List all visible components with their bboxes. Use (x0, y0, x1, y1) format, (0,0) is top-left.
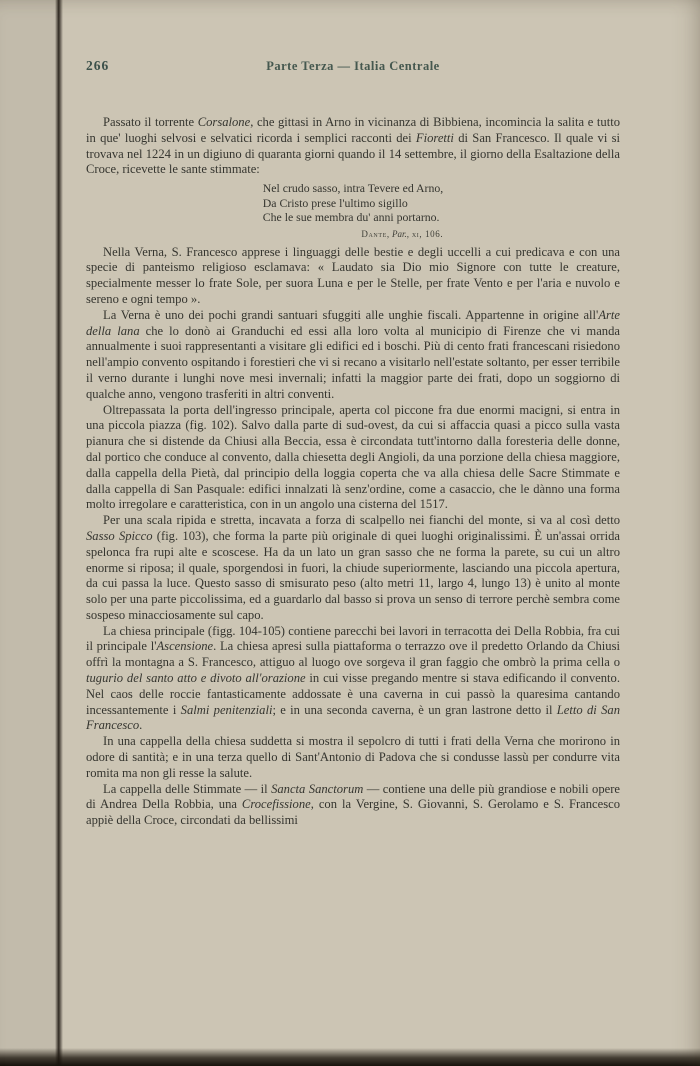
paragraph: La Verna è uno dei pochi grandi santuari sfuggiti alle unghie fiscali. Appartenne in origine all'Arte della lana che lo donò ai Granduchi ed essi alla loro volta al municipio di Firenze che vi manda annualmente i suoi rappresentanti a visitare gli edifici ed i boschi. Più di cento frati francescani risiedono nell'ampio convento ospitando i forestieri che vi si recano a visitarlo nell'estate soltanto, per esser terribile il verno durante i lunghi nove mesi invernali; infatti la maggior parte dei frati, dopo un soggiorno di qualche anno, vengono trasferiti in altri conventi. (86, 307, 621, 401)
page-header (86, 58, 620, 75)
body-text (86, 115, 620, 829)
paragraph: Oltrepassata la porta dell'ingresso principale, aperta col piccone fra due enormi macigni, si entra in una piccola piazza (fig. 102). Salvo dalla parte di sud-ovest, da cui si affaccia quasi a picco sulla vasta pianura che si distende da Chiusi alla Beccia, essa è circondata tutt'intorno dalla foresteria delle donne, dal portico che conduce al convento, dalla chiesetta degli Angioli, da una porzione della chiesa maggiore, dalla cappella della Pietà, dal principio della loggia coperta che va alla chiesa delle Sacre Stimmate e dalla cappella di San Pasquale: edifici innalzati là senz'ordine, come a casaccio, che le dànno una forma molto irregolare e caratteristica, con in un angolo una cisterna del 1517. (86, 402, 620, 512)
paragraph: La chiesa principale (figg. 104-105) contiene parecchi bei lavori in terracotta dei Della Robbia, fra cui il principale l'Ascensione. La chiesa apresi sulla piattaforma o terrazzo ove il predetto Orlando da Chiusi offrì la montagna a S. Francesco, attiguo al luogo ove sorgeva il gran faggio che ombrò la prima cella o tugurio del santo atto e divoto all'orazione in cui visse pregando mentre si stava edificando il convento. Nel caos delle roccie fantasticamente addossate è una caverna in cui passò la quaresima cantando incessantemente i Salmi penitenziali; e in una seconda caverna, è un gran lastrone detto il Letto di San Francesco. (86, 623, 621, 733)
verse-line: Da Cristo prese l'ultimo sigillo (262, 195, 408, 210)
paragraph: La cappella delle Stimmate — il Sancta Sanctorum — contiene una delle più grandiose e nobili opere di Andrea Della Robbia, una Crocefissione, con la Vergine, S. Giovanni, S. Gerolamo e S. Francesco appiè della Croce, circondati da bellissimi (86, 781, 620, 828)
verse-line: Nel crudo sasso, intra Tevere ed Arno, (262, 181, 444, 196)
verse-line: Che le sue membra du' anni portarno. (262, 210, 440, 225)
attribution-author: Dante, (361, 228, 390, 239)
scanned-page (86, 0, 620, 829)
page-number: 266 (86, 58, 110, 73)
paragraph: Nella Verna, S. Francesco apprese i linguaggi delle bestie e degli uccelli a cui predicava e con una specie di panteismo religioso esclamava: « Laudato sia Dio mio Signore con tutte le creature, specialmente messer lo frate Sole, per suora Luna e per le Stelle, per frate Vento e per l'aria e nuvolo e sereno e ogni tempo ». (86, 244, 620, 306)
attribution-work: Par., (389, 228, 409, 239)
verse-attribution (263, 227, 443, 242)
verse-quote (263, 181, 443, 241)
page-bottom-edge (0, 1048, 700, 1066)
paragraph: In una cappella della chiesa suddetta si mostra il sepolcro di tutti i frati della Verna che morirono in odore di santità; e in una terza quello di Sant'Antonio di Padova che si condusse lassù per condurre vita romita ma non gli resse la salute. (86, 734, 620, 780)
book-gutter-shadow (55, 0, 63, 1066)
running-header: Parte Terza — Italia Centrale (266, 59, 440, 73)
page-left-edge (0, 0, 57, 1066)
paragraph: Passato il torrente Corsalone, che gittasi in Arno in vicinanza di Bibbiena, incomincia la salita e tutto in que' luoghi selvosi e selvatici ricorda i semplici racconti dei Fioretti di San Francesco. Il quale vi si trovava nel 1224 in un digiuno di quaranta giorni quando il 14 settembre, il giorno della Esaltazione della Croce, ricevette le sante stimmate: (86, 115, 621, 177)
paragraph: Per una scala ripida e stretta, incavata a forza di scalpello nei fianchi del monte, si va al così detto Sasso Spicco (fig. 103), che forma la parte più originale di quei luoghi originalissimi. È un'assai orrida spelonca fra rupi alte e scoscese. Ha da un lato un gran sasso che ne forma la parete, su cui un altro enorme si riposa; il quale, sporgendosi in fuori, la chiude superiormente, lasciando una piccola apertura, da cui passa la luce. Questo sasso di smisurato peso (alto metri 11, largo 4, lungo 13) è unito al monte solo per una parte piccolissima, ed a guardarlo dal basso si prova un senso di terrore perchè sembra come sospeso minacciosamente sul capo. (86, 513, 620, 622)
attribution-reference: xi, 106. (408, 228, 444, 239)
